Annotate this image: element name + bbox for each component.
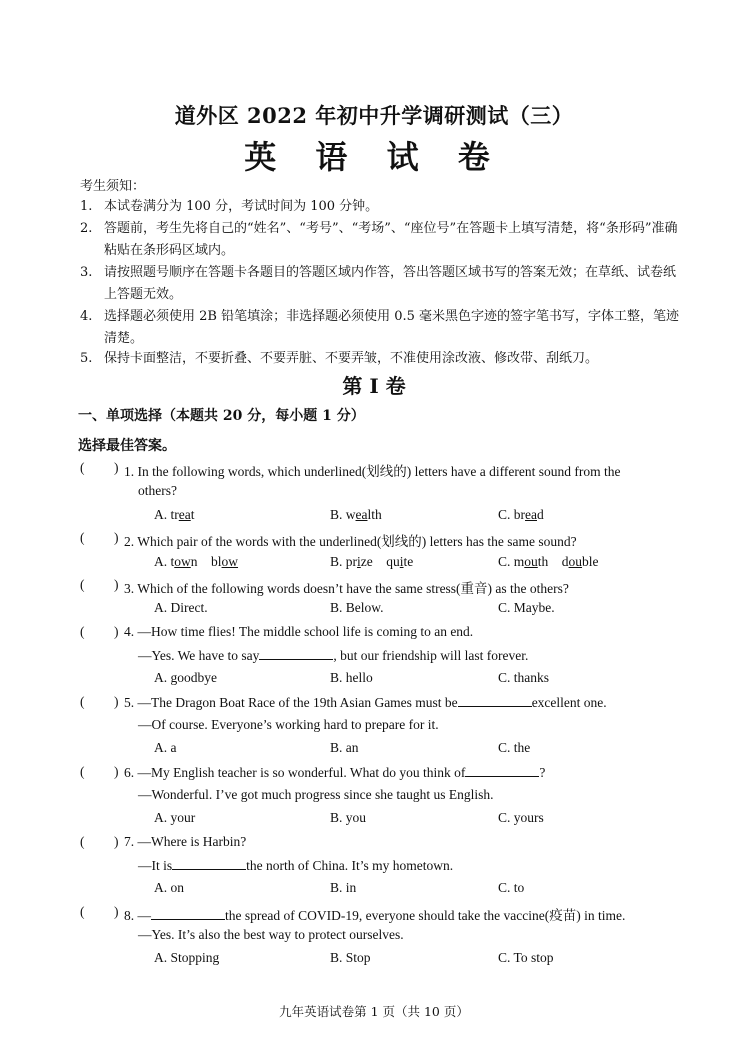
option-a[interactable]: A. your bbox=[154, 810, 196, 825]
option-c[interactable]: C. thanks bbox=[498, 670, 550, 685]
question-stem-cont: —Of course. Everyone’s working hard to prepare for it. bbox=[138, 717, 439, 732]
notice-text: 保持卡面整洁，不要折叠、不要弄脏、不要弄皱，不准使用涂改液、修改带、刮纸刀。 bbox=[104, 351, 599, 366]
option-a[interactable]: A. Stopping bbox=[154, 950, 220, 965]
question-stem-cont: others? bbox=[138, 483, 177, 498]
exam-subtitle: 英 语 试 卷 bbox=[244, 138, 504, 176]
option-c[interactable]: C. to bbox=[498, 880, 525, 895]
notice-number: 1. bbox=[80, 199, 93, 214]
answer-paren-open: ( bbox=[80, 577, 85, 592]
answer-paren-close: ) bbox=[114, 764, 119, 779]
question-stem-cont: —It is the north of China. It’s my hometown. bbox=[138, 858, 454, 873]
option-a[interactable]: A. town blow bbox=[154, 554, 239, 569]
answer-blank[interactable] bbox=[465, 764, 539, 777]
option-c[interactable]: C. Maybe. bbox=[498, 600, 555, 615]
notice-text: 答题前，考生先将自己的“姓名”、“考号”、“考场”、“座位号”在答题卡上填写清楚，将“条形码”准确粘贴在条形码区域内。 bbox=[104, 221, 678, 258]
notice-number: 5. bbox=[80, 351, 93, 366]
notice-text: 选择题必须使用 2B 铅笔填涂；非选择题必须使用 0.5 毫米黑色字迹的签字笔书写，字体工整，笔迹清楚。 bbox=[104, 309, 680, 346]
notice-heading: 考生须知： bbox=[80, 179, 146, 194]
question-stem: 3. Which of the following words doesn’t have the same stress(重音) as the others? bbox=[124, 581, 569, 596]
answer-paren-open: ( bbox=[80, 530, 85, 545]
answer-paren-open: ( bbox=[80, 764, 85, 779]
question-stem: 2. Which pair of the words with the underlined(划线的) letters has the same sound? bbox=[124, 534, 577, 549]
answer-paren-close: ) bbox=[114, 904, 119, 919]
option-c[interactable]: C. To stop bbox=[498, 950, 554, 965]
answer-paren-open: ( bbox=[80, 834, 85, 849]
option-a[interactable]: A. on bbox=[154, 880, 184, 895]
answer-paren-open: ( bbox=[80, 624, 85, 639]
question-stem: 8. — the spread of COVID-19, everyone should take the vaccine(疫苗) in time. bbox=[124, 908, 626, 923]
notice-text: 请按照题号顺序在答题卡各题目的答题区域内作答，答出答题区域书写的答案无效；在草纸、试卷纸上答题无效。 bbox=[104, 265, 677, 302]
part-title: 第 I 卷 bbox=[342, 374, 406, 398]
option-b[interactable]: B. you bbox=[330, 810, 367, 825]
section-heading: 一、单项选择（本题共 20 分，每小题 1 分） bbox=[78, 408, 365, 424]
option-b[interactable]: B. Stop bbox=[330, 950, 371, 965]
answer-paren-close: ) bbox=[114, 624, 119, 639]
option-b[interactable]: B. Below. bbox=[330, 600, 384, 615]
question-stem: 5. —The Dragon Boat Race of the 19th Asian Games must be excellent one. bbox=[124, 695, 607, 710]
option-a[interactable]: A. Direct. bbox=[154, 600, 208, 615]
option-b[interactable]: B. an bbox=[330, 740, 359, 755]
answer-paren-close: ) bbox=[114, 577, 119, 592]
notice-item bbox=[80, 218, 680, 262]
page-footer: 九年英语试卷第 1 页（共 10 页） bbox=[279, 1004, 469, 1019]
question-stem: 7. —Where is Harbin? bbox=[124, 834, 247, 849]
exam-title: 道外区 2022 年初中升学调研测试（三） bbox=[174, 103, 574, 128]
notice-item bbox=[80, 348, 680, 370]
notice-number: 2. bbox=[80, 221, 93, 236]
question-stem: 1. In the following words, which underlined(划线的) letters have a different sound from the bbox=[124, 464, 621, 479]
answer-paren-close: ) bbox=[114, 694, 119, 709]
question-stem-cont: —Yes. We have to say , but our friendship will last forever. bbox=[138, 648, 529, 663]
option-b[interactable]: B. wealth bbox=[330, 507, 382, 522]
answer-paren-open: ( bbox=[80, 694, 85, 709]
answer-paren-close: ) bbox=[114, 834, 119, 849]
answer-paren-close: ) bbox=[114, 530, 119, 545]
question-stem-cont: —Yes. It’s also the best way to protect ourselves. bbox=[138, 927, 404, 942]
option-b[interactable]: B. prize quite bbox=[330, 554, 414, 569]
option-a[interactable]: A. treat bbox=[154, 507, 195, 522]
option-c[interactable]: C. mouth double bbox=[498, 554, 599, 569]
option-c[interactable]: C. yours bbox=[498, 810, 544, 825]
option-b[interactable]: B. hello bbox=[330, 670, 373, 685]
notice-item bbox=[80, 306, 680, 350]
answer-paren-open: ( bbox=[80, 460, 85, 475]
notice-number: 3. bbox=[80, 265, 93, 280]
answer-blank[interactable] bbox=[458, 694, 532, 707]
option-b[interactable]: B. in bbox=[330, 880, 357, 895]
question-stem: 6. —My English teacher is so wonderful. What do you think of ? bbox=[124, 765, 546, 780]
answer-blank[interactable] bbox=[259, 647, 333, 660]
answer-blank[interactable] bbox=[172, 857, 246, 870]
question-stem: 4. —How time flies! The middle school life is coming to an end. bbox=[124, 624, 474, 639]
question-stem-cont: —Wonderful. I’ve got much progress since she taught us English. bbox=[138, 787, 494, 802]
answer-paren-close: ) bbox=[114, 460, 119, 475]
option-a[interactable]: A. goodbye bbox=[154, 670, 217, 685]
answer-paren-open: ( bbox=[80, 904, 85, 919]
option-a[interactable]: A. a bbox=[154, 740, 177, 755]
notice-item bbox=[80, 262, 680, 306]
option-c[interactable]: C. the bbox=[498, 740, 531, 755]
option-c[interactable]: C. bread bbox=[498, 507, 544, 522]
notice-item bbox=[80, 196, 680, 218]
section-instruction: 选择最佳答案。 bbox=[78, 438, 176, 454]
notice-number: 4. bbox=[80, 309, 93, 324]
answer-blank[interactable] bbox=[151, 907, 225, 920]
notice-text: 本试卷满分为 100 分，考试时间为 100 分钟。 bbox=[104, 199, 379, 214]
